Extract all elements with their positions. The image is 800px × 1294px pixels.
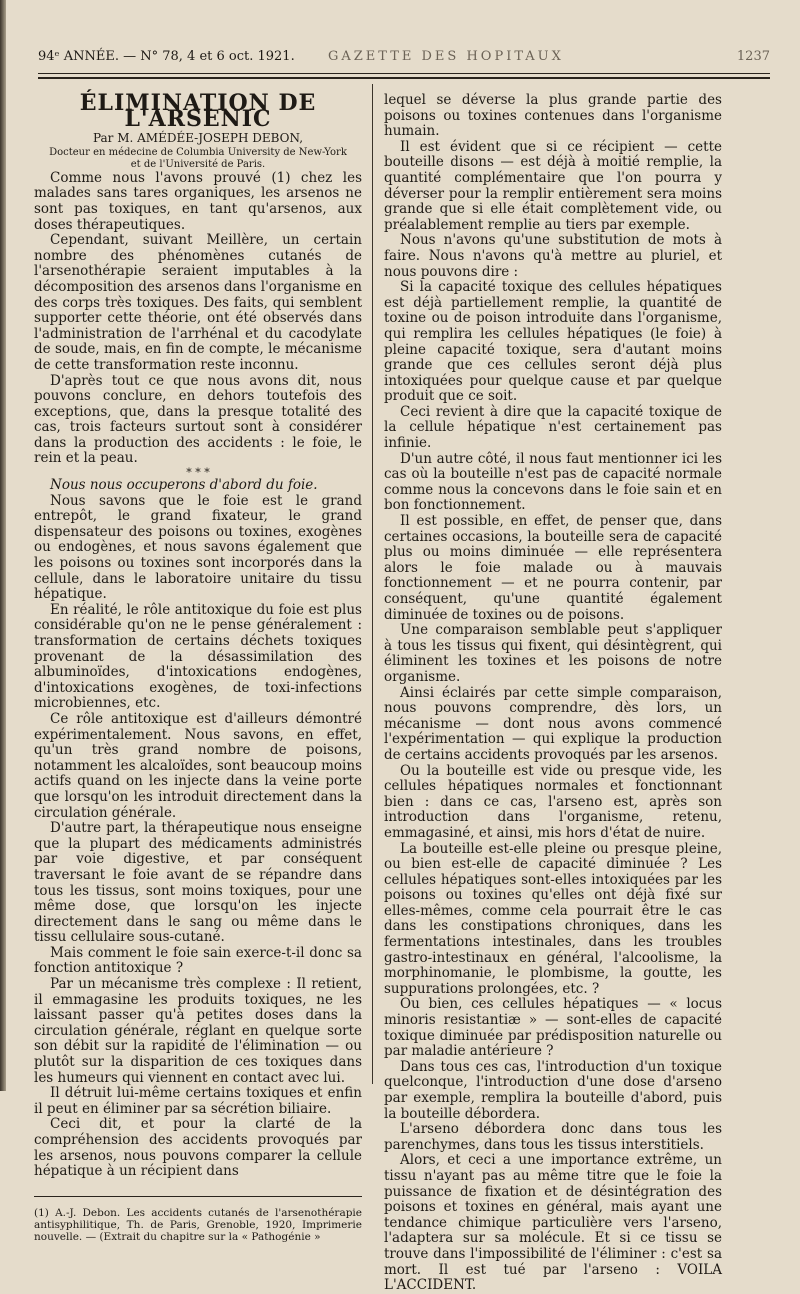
paragraph: Ou bien, ces cellules hépatiques — « locus minoris resistantiæ » — sont-elles de capacité toxique diminuée par prédisposition naturelle ou par maladie antérieure ? — [384, 996, 722, 1060]
header-journal-title: GAZETTE DES HOPITAUX — [328, 49, 564, 64]
paragraph: En réalité, le rôle antitoxique du foie est plus considérable qu'on ne le pense généralement : transformation de certains déchets toxiques provenant de la désassimilation des albuminoïdes, d'intoxications endogènes, d'intoxications exogènes, de toxi-infections microbiennes, etc. — [34, 601, 362, 712]
paragraph: Une comparaison semblable peut s'appliquer à tous les tissus qui fixent, qui désintègrent, qui éliminent les toxines et les poisons de notre organisme. — [384, 622, 722, 685]
paragraph: Ainsi éclairés par cette simple comparaison, nous pouvons comprendre, dès lors, un mécanisme — dont nous avons commencé l'expérimentation — qui explique la production de certains accidents provoqués par les arsenos. — [384, 684, 722, 763]
article-title: ÉLIMINATION DE L'ARSENIC — [79, 90, 317, 132]
paragraph: Cependant, suivant Meillère, un certain nombre des phénomènes cutanés de l'arsenothérapie seraient imputables à la décomposition des arsenos dans l'organisme en des corps très toxiques. Des faits, qui semblent supporter cette théorie, ont été observés dans l'administration de l'arrhénal et du cacodylate de soude, mais, en fin de compte, le mécanisme de cette transformation reste inconnu. — [34, 232, 362, 373]
paragraph: La bouteille est-elle pleine ou presque pleine, ou bien est-elle de capacité diminuée ? Les cellules hépatiques sont-elles intoxiquées par les poisons ou toxines qu'elles ont déjà fixé sur elles-mêmes, comme cela pourrait être le cas dans les constipations chroniques, dans les fermentations intestinales, dans les troubles gastro-intestinaux en général, l'alcoolisme, la morphinomanie, le plombisme, la goutte, les suppurations prolongées, etc. ? — [384, 840, 722, 997]
left-column — [34, 90, 362, 1243]
paragraph: Par un mécanisme très complexe : Il retient, il emmagasine les produits toxiques, ne les laissant passer qu'à petites doses dans la circulation générale, réglant en quelque sorte son débit sur la rapidité de l'élimination — ou plutôt sur la disparition de ces toxiques dans les humeurs qui viennent en contact avec lui. — [34, 976, 362, 1086]
paragraph: Comme nous l'avons prouvé (1) chez les malades sans tares organiques, les arsenos ne sont pas toxiques, en tant qu'arsenos, aux doses thérapeutiques. — [34, 169, 362, 233]
footnote-rule — [34, 1196, 362, 1197]
paragraph: Si la capacité toxique des cellules hépatiques est déjà partiellement remplie, la quantité de toxine ou de poison introduite dans l'organisme, qui remplira les cellules hépatiques (le foie) à pleine capacité toxique, sera d'autant moins grande que ces cellules seront déjà plus intoxiquées pour quelque cause et par quelque produit que ce soit. — [384, 279, 722, 405]
affiliation-line-2: et de l'Université de Paris. — [130, 158, 266, 170]
author-affiliation — [34, 147, 362, 171]
article-author: Par M. AMÉDÉE-JOSEPH DEBON, — [92, 131, 304, 146]
paragraph: Nous savons que le foie est le grand entrepôt, le grand fixateur, le grand dispensateur des poisons ou toxines, exogènes ou endogènes, et nous savons également que les poisons ou toxines sont incorporés dans la cellule, dans le laboratoire unitaire du tissu hépatique. — [34, 492, 362, 603]
paragraph: Il est évident que si ce récipient — cette bouteille disons — est déjà à moitié remplie, la quantité complémentaire que l'on pourra y déverser pour la remplir entièrement sera moins grande que si elle était complètement vide, ou préalablement remplie au tiers par exemple. — [384, 138, 722, 233]
right-column — [384, 93, 722, 1294]
running-header — [38, 49, 770, 69]
paragraph: lequel se déverse la plus grande partie des poisons ou toxines contenues dans l'organisme humain. — [384, 92, 722, 140]
paragraph: Dans tous ces cas, l'introduction d'un toxique quelconque, l'introduction d'une dose d'arseno par exemple, remplira la bouteille d'abord, puis la bouteille débordera. — [384, 1058, 722, 1122]
paragraph: Il est possible, en effet, de penser que, dans certaines occasions, la bouteille sera de capacité plus ou moins diminuée — elle représentera alors le foie malade ou à mauvais fonctionnement — et ne pourra contenir, par conséquent, qu'une quantité également diminuée de toxines ou de poisons. — [384, 513, 722, 623]
section-separator-stars: * * * — [186, 466, 210, 480]
paragraph: D'autre part, la thérapeutique nous enseigne que la plupart des médicaments administrés par voie digestive, et par conséquent traversant le foie avant de se répandre dans tous les tissus, sont moins toxiques, pour une même dose, que lorsqu'on les injecte directement dans le sang ou même dans le tissu cellulaire sous-cutané. — [34, 820, 362, 946]
paragraph: Il détruit lui-même certains toxiques et enfin il peut en éliminer par sa sécrétion biliaire. — [34, 1085, 362, 1117]
affiliation-line-1: Docteur en médecine de Columbia University de New-York — [49, 146, 347, 158]
header-rule — [38, 73, 770, 74]
binding-edge — [0, 0, 6, 1091]
paragraph: Ceci dit, et pour la clarté de la compréhension des accidents provoqués par les arsenos, nous pouvons comparer la cellule hépatique à un récipient dans — [34, 1116, 362, 1180]
paragraph: L'arseno débordera donc dans tous les parenchymes, dans tous les tissus interstitiels. — [384, 1121, 722, 1153]
paragraph: D'après tout ce que nous avons dit, nous pouvons conclure, en dehors toutefois des exceptions, que, dans la presque totalité des cas, trois facteurs surtout sont à considérer dans la production des accidents : le foie, le rein et la peau. — [34, 372, 362, 467]
header-page-number: 1237 — [736, 49, 770, 64]
section-heading: Nous nous occuperons d'abord du foie. — [50, 477, 318, 494]
paragraph: Mais comment le foie sain exerce-t-il donc sa fonction antitoxique ? — [34, 944, 362, 977]
header-issue: 94ᵉ ANNÉE. — N° 78, 4 et 6 oct. 1921. — [38, 49, 295, 64]
footnote: (1) A.-J. Debon. Les accidents cutanés de l'arsenothérapie antisyphilitique, Th. de Paris, Grenoble, 1920, Imprimerie nouvelle. — (Extrait du chapitre sur la « Pathogénie » — [34, 1206, 362, 1243]
paragraph: Ou la bouteille est vide ou presque vide, les cellules hépatiques normales et fonctionnant bien : dans ce cas, l'arseno est, après son introduction dans l'organisme, retenu, emmagasiné, et ainsi, mis hors d'état de nuire. — [384, 762, 722, 841]
paragraph: Ce rôle antitoxique est d'ailleurs démontré expérimentalement. Nous savons, en effet, qu'un très grand nombre de poisons, notamment les alcaloïdes, sont beaucoup moins actifs quand on les injecte dans la veine porte que lorsqu'on les introduit directement dans la circulation générale. — [34, 710, 362, 821]
header-rule-thick — [38, 77, 770, 79]
paragraph: D'un autre côté, il nous faut mentionner ici les cas où la bouteille n'est pas de capacité normale comme nous la concevons dans le foie sain et en bon fonctionnement. — [384, 450, 722, 514]
paragraph: Ceci revient à dire que la capacité toxique de la cellule hépatique n'est certainement pas infinie. — [384, 403, 722, 452]
column-divider — [372, 84, 373, 1084]
paragraph: Nous n'avons qu'une substitution de mots à faire. Nous n'avons qu'à mettre au pluriel, et nous pouvons dire : — [384, 232, 722, 280]
paragraph: Alors, et ceci a une importance extrême, un tissu n'ayant pas au même titre que le foie la puissance de fixation et de désintégration des poisons et toxines en général, mais ayant une tendance chimique particulière vers l'arseno, l'adaptera sur sa molécule. Et si ce tissu se trouve dans l'impossibilité de l'éliminer : c'est sa mort. Il est tué par l'arseno : VOILA L'ACCIDENT. — [384, 1152, 722, 1294]
